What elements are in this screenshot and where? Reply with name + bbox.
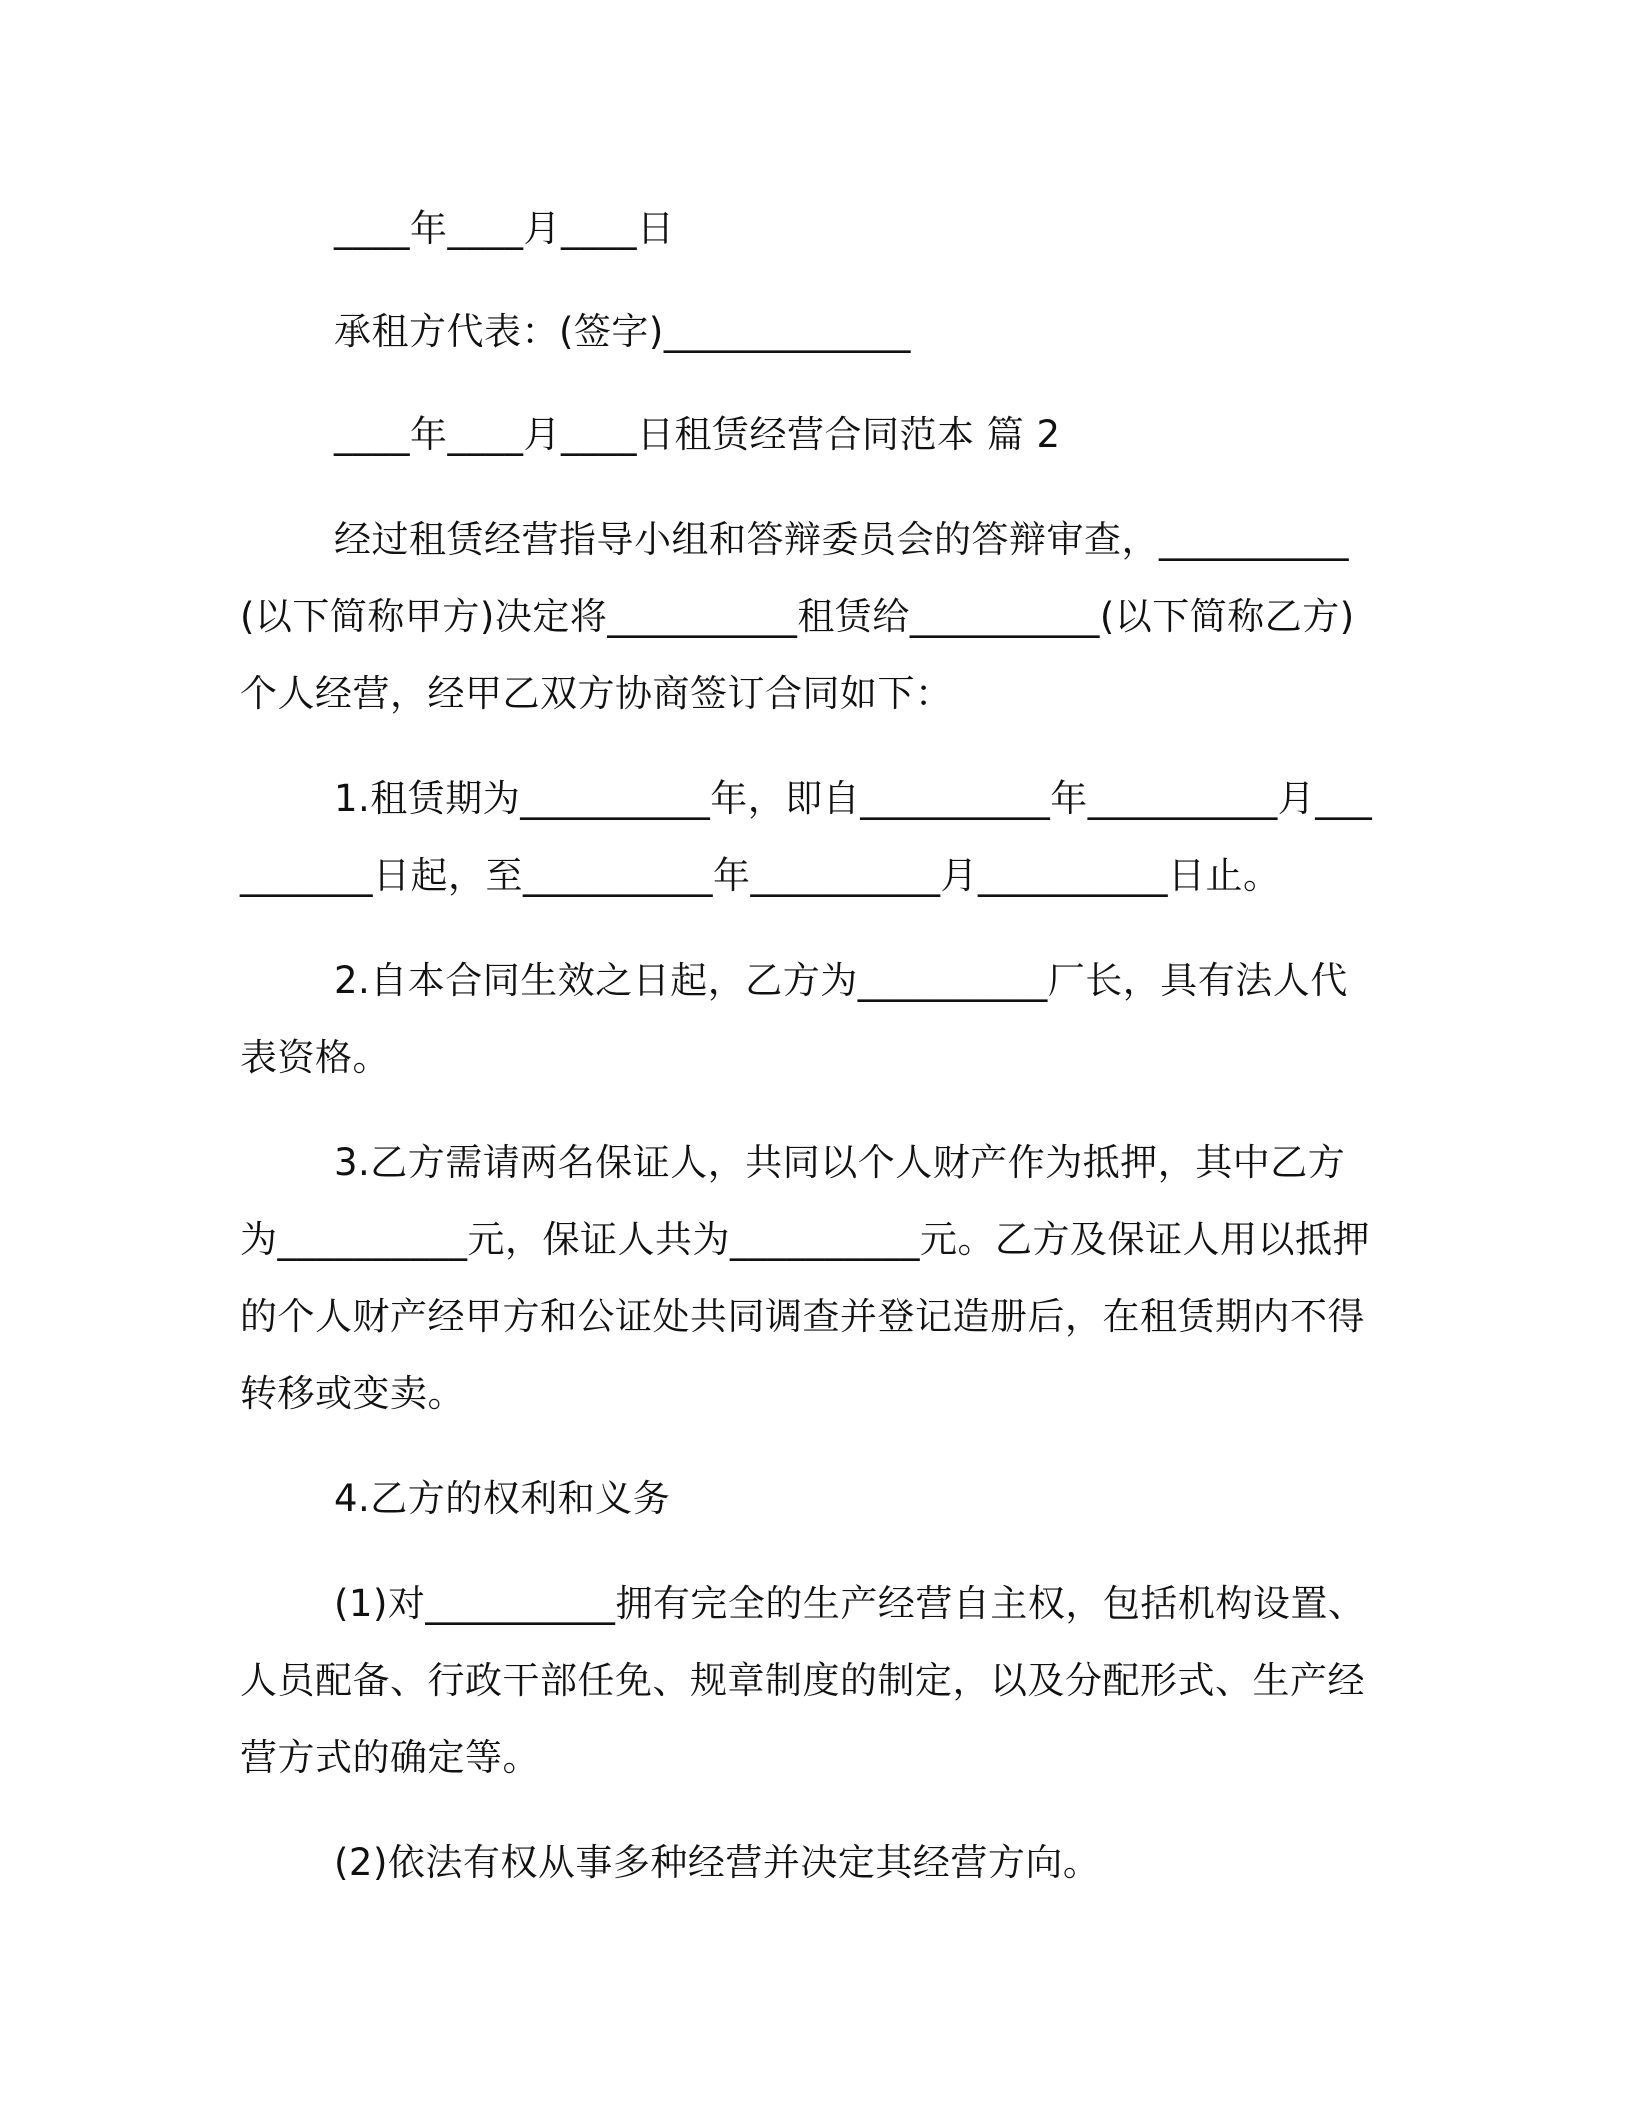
intro-paragraph: 经过租赁经营指导小组和答辩委员会的答辩审查，__________(以下简称甲方)决定将__________租赁给__________(以下简称乙方)个人经营，经甲乙双方协商签订合同如下： <box>240 518 1355 715</box>
clause-4-item-2: (2)依法有权从事多种经营并决定其经营方向。 <box>334 1841 1101 1884</box>
document-body <box>240 190 1375 1901</box>
clause-4-item-1: (1)对__________拥有完全的生产经营自主权，包括机构设置、人员配备、行政干部任免、规章制度的制定，以及分配形式、生产经营方式的确定等。 <box>240 1582 1366 1779</box>
clause-3-guarantors: 3.乙方需请两名保证人，共同以个人财产作为抵押，其中乙方为__________元，保证人共为__________元。乙方及保证人用以抵押的个人财产经甲方和公证处共同调查并登记造册后，在租赁期内不得转移或变卖。 <box>240 1141 1370 1415</box>
date-line: ____年____月____日 <box>334 207 675 250</box>
lessee-signature-line: 承租方代表：(签字)_____________ <box>334 310 911 353</box>
clause-1-lease-term: 1.租赁期为__________年，即自__________年__________月__________日起，至__________年__________月__________日止。 <box>240 777 1373 897</box>
clause-4-heading: 4.乙方的权利和义务 <box>334 1477 671 1520</box>
clause-2-director: 2.自本合同生效之日起，乙方为__________厂长，具有法人代表资格。 <box>240 959 1348 1079</box>
date-and-section-title: ____年____月____日租赁经营合同范本 篇 2 <box>334 413 1061 456</box>
